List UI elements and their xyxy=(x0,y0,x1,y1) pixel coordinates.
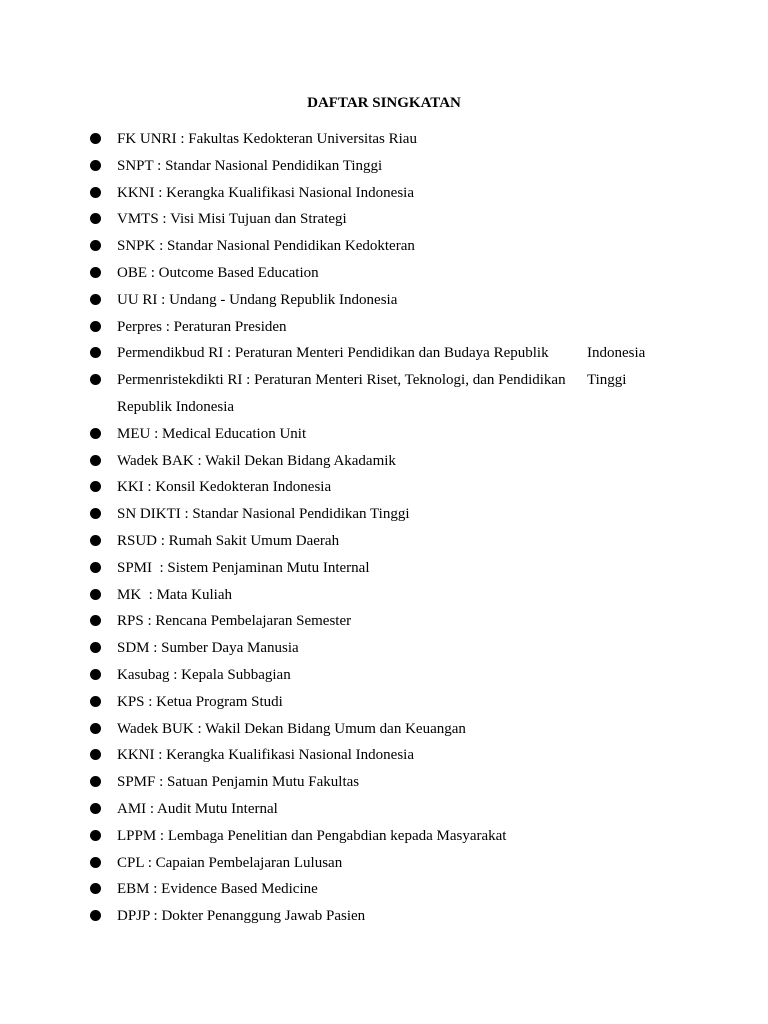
abbreviation-text: MEU : Medical Education Unit xyxy=(117,425,307,442)
bullet-icon xyxy=(90,910,101,921)
list-item xyxy=(0,528,768,555)
abbreviation-text: SN DIKTI : Standar Nasional Pendidikan Tinggi xyxy=(117,506,410,523)
list-item xyxy=(0,850,768,877)
bullet-icon xyxy=(90,160,101,171)
abbreviation-text: SPMF : Satuan Penjamin Mutu Fakultas xyxy=(117,774,360,791)
abbreviation-text: KKI : Konsil Kedokteran Indonesia xyxy=(117,479,332,496)
list-item xyxy=(0,260,768,287)
abbreviation-text: CPL : Capaian Pembelajaran Lulusan xyxy=(117,854,343,871)
abbreviation-text: SDM : Sumber Daya Manusia xyxy=(117,640,299,657)
list-item xyxy=(0,635,768,662)
abbreviation-text: Permenristekdikti RI : Peraturan Menteri Riset, Teknologi, dan Pendidikan xyxy=(117,372,566,389)
list-item xyxy=(0,716,768,743)
abbreviation-text: EBM : Evidence Based Medicine xyxy=(117,881,318,898)
abbreviation-text: Permendikbud RI : Peraturan Menteri Pendidikan dan Budaya Republik xyxy=(117,345,549,362)
bullet-icon xyxy=(90,321,101,332)
list-item xyxy=(0,689,768,716)
bullet-icon xyxy=(90,562,101,573)
bullet-icon xyxy=(90,615,101,626)
list-item xyxy=(0,233,768,260)
bullet-icon xyxy=(90,883,101,894)
bullet-icon xyxy=(90,857,101,868)
list-item xyxy=(0,206,768,233)
abbreviation-text: KKNI : Kerangka Kualifikasi Nasional Indonesia xyxy=(117,747,414,764)
bullet-icon xyxy=(90,696,101,707)
list-item xyxy=(0,662,768,689)
bullet-icon xyxy=(90,240,101,251)
abbreviation-text: RPS : Rencana Pembelajaran Semester xyxy=(117,613,352,630)
bullet-icon xyxy=(90,669,101,680)
list-item xyxy=(0,474,768,501)
list-item xyxy=(0,314,768,341)
abbreviation-text: KPS : Ketua Program Studi xyxy=(117,693,283,710)
bullet-icon xyxy=(90,428,101,439)
abbreviation-text: Perpres : Peraturan Presiden xyxy=(117,318,287,335)
list-item xyxy=(0,287,768,314)
list-item xyxy=(0,555,768,582)
abbreviation-text: Wadek BUK : Wakil Dekan Bidang Umum dan Keuangan xyxy=(117,720,466,737)
abbreviation-text-continuation: Republik Indonesia xyxy=(117,398,235,415)
bullet-icon xyxy=(90,455,101,466)
list-item-permenristekdikti xyxy=(0,367,768,421)
abbreviation-text: RSUD : Rumah Sakit Umum Daerah xyxy=(117,532,340,549)
abbreviation-text: DPJP : Dokter Penanggung Jawab Pasien xyxy=(117,908,366,925)
abbreviation-text-tail: Tinggi xyxy=(587,372,627,389)
bullet-icon xyxy=(90,589,101,600)
abbreviation-text: Kasubag : Kepala Subbagian xyxy=(117,666,291,683)
list-item xyxy=(0,608,768,635)
list-item xyxy=(0,769,768,796)
bullet-icon xyxy=(90,187,101,198)
list-item xyxy=(0,126,768,153)
bullet-icon xyxy=(90,723,101,734)
bullet-icon xyxy=(90,749,101,760)
bullet-icon xyxy=(90,508,101,519)
list-item-permendikbud xyxy=(0,340,768,367)
abbreviation-text: OBE : Outcome Based Education xyxy=(117,264,319,281)
list-item xyxy=(0,501,768,528)
list-item xyxy=(0,180,768,207)
bullet-icon xyxy=(90,803,101,814)
list-item xyxy=(0,742,768,769)
list-item xyxy=(0,448,768,475)
abbreviation-list xyxy=(0,126,768,930)
abbreviation-text: LPPM : Lembaga Penelitian dan Pengabdian kepada Masyarakat xyxy=(117,827,507,844)
bullet-icon xyxy=(90,535,101,546)
bullet-icon xyxy=(90,133,101,144)
abbreviation-text: VMTS : Visi Misi Tujuan dan Strategi xyxy=(117,211,347,228)
abbreviation-text: FK UNRI : Fakultas Kedokteran Universitas Riau xyxy=(117,131,417,147)
bullet-icon xyxy=(90,481,101,492)
bullet-icon xyxy=(90,776,101,787)
abbreviation-text: KKNI : Kerangka Kualifikasi Nasional Indonesia xyxy=(117,184,414,201)
list-item xyxy=(0,153,768,180)
list-item xyxy=(0,823,768,850)
abbreviation-text: SNPK : Standar Nasional Pendidikan Kedokteran xyxy=(117,238,415,255)
bullet-icon xyxy=(90,347,101,358)
abbreviation-text: SPMI : Sistem Penjaminan Mutu Internal xyxy=(117,559,370,576)
list-item xyxy=(0,796,768,823)
list-item xyxy=(0,582,768,609)
abbreviation-text: MK : Mata Kuliah xyxy=(117,586,232,603)
bullet-icon xyxy=(90,213,101,224)
bullet-icon xyxy=(90,374,101,385)
bullet-icon xyxy=(90,267,101,278)
bullet-icon xyxy=(90,642,101,653)
abbreviation-text: Wadek BAK : Wakil Dekan Bidang Akadamik xyxy=(117,452,396,469)
abbreviation-text: SNPT : Standar Nasional Pendidikan Tinggi xyxy=(117,157,383,174)
bullet-icon xyxy=(90,294,101,305)
abbreviation-text-tail: Indonesia xyxy=(587,345,646,362)
document-title: DAFTAR SINGKATAN xyxy=(307,95,461,111)
abbreviation-text: AMI : Audit Mutu Internal xyxy=(117,800,278,817)
abbreviation-text: UU RI : Undang - Undang Republik Indonesia xyxy=(117,291,398,308)
list-item xyxy=(0,876,768,903)
bullet-icon xyxy=(90,830,101,841)
list-item xyxy=(0,421,768,448)
list-item xyxy=(0,903,768,930)
